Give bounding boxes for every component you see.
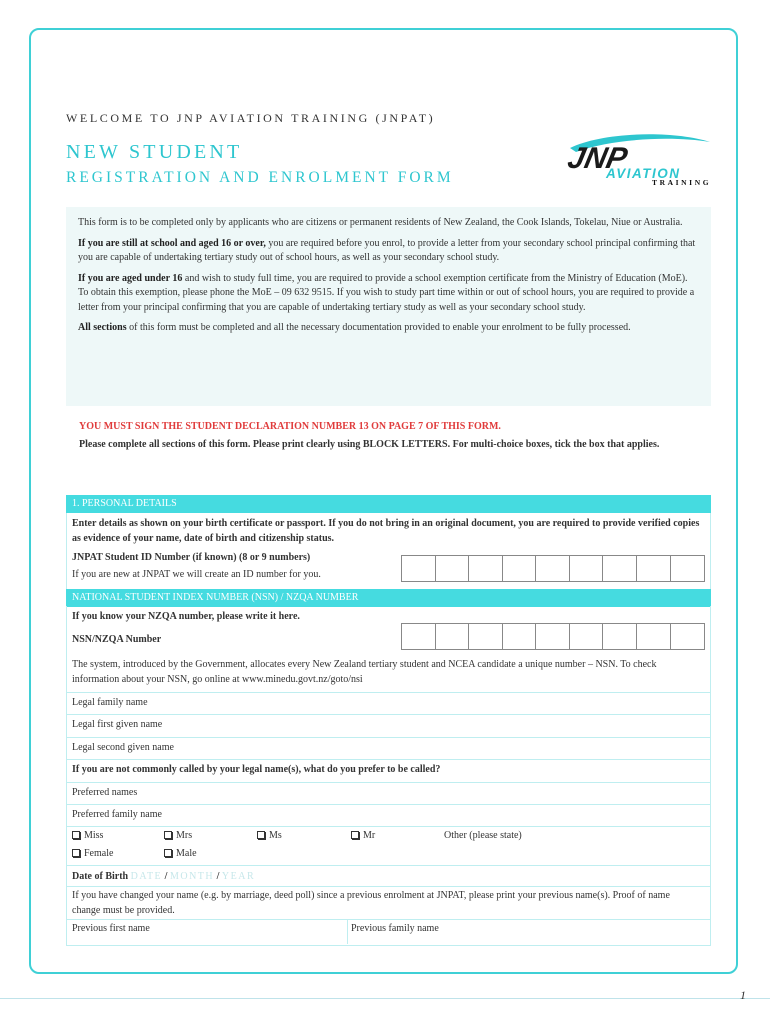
digit-box[interactable]	[503, 624, 537, 649]
digit-box[interactable]	[469, 556, 503, 581]
declaration-warning: YOU MUST SIGN THE STUDENT DECLARATION NUMBER 13 ON PAGE 7 OF THIS FORM.	[79, 421, 501, 432]
title-miss-checkbox[interactable]: Miss	[72, 830, 103, 841]
checkbox-icon[interactable]	[351, 831, 359, 839]
nsn-info: The system, introduced by the Government, allocates every New Zealand tertiary student and NCEA candidate a unique number – NSN. To check information about your NSN, go online at www.minedu.govt.nz/goto/nsi	[72, 659, 657, 685]
intro-paragraph-4: All sections of this form must be completed and all the necessary documentation provided to enable your enrolment to be fully processed.	[78, 322, 631, 333]
digit-box[interactable]	[402, 624, 436, 649]
intro-paragraph-2: If you are still at school and aged 16 or over, you are required before you enrol, to provide a letter from your secondary school principal confirming that you are capable of undertaking tertiary study out of school hours, as well as your secondary school study.	[78, 237, 696, 263]
dob-month-placeholder: MONTH	[169, 871, 215, 882]
date-of-birth-label: Date of Birth	[72, 871, 129, 882]
logo-wordmark: JNP	[564, 142, 631, 175]
form-subtitle: REGISTRATION AND ENROLMENT FORM	[66, 169, 454, 186]
welcome-heading: WELCOME TO JNP AVIATION TRAINING (JNPAT)	[66, 111, 436, 125]
nsn-label: NSN/NZQA Number	[72, 634, 162, 645]
digit-box[interactable]	[603, 624, 637, 649]
intro-paragraph-1: This form is to be completed only by applicants who are citizens or permanent residents of New Zealand, the Cook Islands, Tokelau, Niue or Australia.	[78, 217, 683, 228]
digit-box[interactable]	[671, 556, 705, 581]
checkbox-icon[interactable]	[164, 831, 172, 839]
preferred-family-name-field[interactable]: Preferred family name	[72, 809, 162, 820]
personal-details-intro: Enter details as shown on your birth certificate or passport. If you do not bring in an original document, you are required to provide verified copies as evidence of your name, date of birth and citizenship status.	[72, 518, 700, 544]
legal-second-given-name-field[interactable]: Legal second given name	[72, 742, 174, 753]
personal-details-section	[66, 495, 711, 513]
title-mr-checkbox[interactable]: Mr	[351, 830, 375, 841]
column-divider	[347, 920, 348, 944]
digit-box[interactable]	[436, 556, 470, 581]
digit-box[interactable]	[570, 556, 604, 581]
digit-box[interactable]	[402, 556, 436, 581]
previous-family-name-field[interactable]: Previous family name	[351, 923, 439, 934]
intro-paragraph-3: If you are aged under 16 and wish to study full time, you are required to provide a school exemption certificate from the Ministry of Education (MoE). To obtain this exemption, please phone the MoE – 09 632 9515. If you wish to study part time within or out of school hours, you are required to provide a letter from your principal confirming that you are capable of undertaking tertiary study as well as your secondary school study.	[78, 272, 695, 313]
digit-box[interactable]	[570, 624, 604, 649]
divider	[66, 865, 711, 866]
divider	[66, 737, 711, 738]
checkbox-icon[interactable]	[257, 831, 265, 839]
divider	[66, 826, 711, 827]
dob-year-placeholder: YEAR	[221, 871, 256, 882]
digit-box[interactable]	[436, 624, 470, 649]
title-other-field[interactable]: Other (please state)	[444, 830, 522, 841]
divider	[66, 714, 711, 715]
digit-box[interactable]	[536, 624, 570, 649]
legal-first-given-name-field[interactable]: Legal first given name	[72, 719, 163, 730]
digit-box[interactable]	[637, 624, 671, 649]
preferred-names-field[interactable]: Preferred names	[72, 787, 138, 798]
digit-box[interactable]	[536, 556, 570, 581]
preferred-name-question: If you are not commonly called by your legal name(s), what do you prefer to be called?	[72, 764, 441, 775]
dob-separator: /	[216, 871, 220, 882]
title-mrs-checkbox[interactable]: Mrs	[164, 830, 192, 841]
checkbox-icon[interactable]	[164, 849, 172, 857]
divider	[66, 919, 711, 920]
digit-box[interactable]	[671, 624, 705, 649]
logo-subtitle: AVIATION	[606, 166, 681, 181]
intro-panel	[66, 207, 711, 406]
divider	[66, 804, 711, 805]
nsn-section	[66, 589, 711, 607]
logo-training-text: TRAINING	[652, 178, 712, 187]
student-id-input[interactable]	[401, 555, 705, 582]
previous-first-name-field[interactable]: Previous first name	[72, 923, 150, 934]
gender-female-checkbox[interactable]: Female	[72, 848, 113, 859]
digit-box[interactable]	[603, 556, 637, 581]
footer-rule	[0, 998, 770, 999]
checkbox-icon[interactable]	[72, 849, 80, 857]
digit-box[interactable]	[503, 556, 537, 581]
student-id-hint: If you are new at JNPAT we will create an ID number for you.	[72, 569, 321, 580]
legal-family-name-field[interactable]: Legal family name	[72, 697, 148, 708]
digit-box[interactable]	[469, 624, 503, 649]
checkbox-icon[interactable]	[72, 831, 80, 839]
dob-separator: /	[164, 871, 168, 882]
personal-details-heading: 1. PERSONAL DETAILS	[66, 495, 711, 513]
title-ms-checkbox[interactable]: Ms	[257, 830, 282, 841]
nsn-prompt: If you know your NZQA number, please write it here.	[72, 611, 300, 622]
divider	[66, 886, 711, 887]
form-title: NEW STUDENT	[66, 141, 243, 163]
student-id-label: JNPAT Student ID Number (if known) (8 or 9 numbers)	[72, 552, 311, 563]
digit-box[interactable]	[637, 556, 671, 581]
dob-day-placeholder: DATE	[130, 871, 163, 882]
gender-male-checkbox[interactable]: Male	[164, 848, 197, 859]
page-number: 1	[740, 988, 746, 1002]
divider	[66, 759, 711, 760]
instructions-note: Please complete all sections of this form. Please print clearly using BLOCK LETTERS. For multi-choice boxes, tick the box that applies.	[79, 439, 660, 450]
nsn-heading: NATIONAL STUDENT INDEX NUMBER (NSN) / NZQA NUMBER	[66, 589, 711, 607]
date-of-birth-row[interactable]	[72, 870, 255, 885]
divider	[66, 692, 711, 693]
divider	[66, 782, 711, 783]
name-change-note: If you have changed your name (e.g. by marriage, deed poll) since a previous enrolment at JNPAT, please print your previous name(s). Proof of name change must be provided.	[72, 890, 670, 916]
nsn-input[interactable]	[401, 623, 705, 650]
